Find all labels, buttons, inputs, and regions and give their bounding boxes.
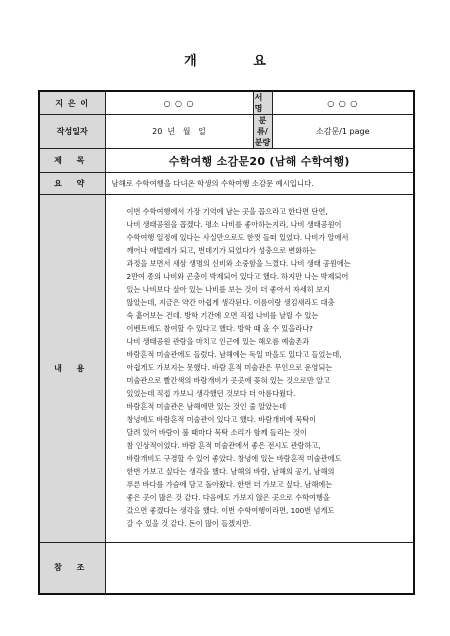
reference-label: 참 조 bbox=[39, 543, 105, 594]
content-line: 나비 생태공원 관람을 마치고 인근에 있는 해오름 예술촌과 bbox=[126, 337, 310, 346]
content-line: 갔으면 좋겠다는 생각을 했다. 이번 수학여행이라면, 100번 넘게도 bbox=[126, 506, 335, 515]
content-line: 과정을 보면서 새삼 생명의 신비와 소중함을 느꼈다. 나비 생태 공원에는 bbox=[126, 259, 351, 268]
date-value: 20 년 월 일 bbox=[105, 115, 253, 149]
page-title: 개 요 bbox=[184, 54, 292, 69]
summary-label: 요 약 bbox=[39, 173, 105, 195]
author-value: ○ ○ ○ bbox=[105, 91, 253, 115]
content-line: 한번 가보고 싶다는 생각을 했다. 남해의 바람, 남해의 공기, 남해의 bbox=[126, 467, 335, 476]
content-line: 갈 수 있을 것 같다. 돈이 많이 들겠지만. bbox=[126, 519, 252, 528]
content-line: 바람흔적 미술관에도 들렀다. 남해에는 독일 마을도 있다고 들었는데, bbox=[126, 350, 342, 359]
content-line: 좋은 곳이 많은 것 같다. 다음에도 가보지 않은 곳으로 수학여행을 bbox=[126, 493, 330, 502]
content-line: 참 인상적이었다. 바람 흔적 미술관에서 좋은 전시도 관람하고, bbox=[126, 441, 321, 450]
signature-label: 서 명 bbox=[254, 93, 271, 113]
signature-value: ○ ○ ○ bbox=[272, 91, 414, 115]
content-line: 푸른 바다를 가슴에 담고 돌아왔다. 한번 더 가보고 싶다. 남해에는 bbox=[126, 480, 333, 489]
summary-value: 남해로 수학여행을 다녀온 학생의 수학여행 소감문 예시입니다. bbox=[105, 173, 414, 195]
content-line: 이벤트에도 참여할 수 있다고 했다. 방학 때 올 수 있을라나? bbox=[126, 324, 313, 333]
content-line: 미술관으로 빨간색의 바람개비가 곳곳에 꽂혀 있는 것으로만 알고 bbox=[126, 376, 330, 385]
content-line: 바람개비도 구경할 수 있어 좋았다. 창녕에 있는 바람흔적 미술관에도 bbox=[126, 454, 342, 463]
category-label: 분류/분량 bbox=[254, 116, 271, 147]
content-body bbox=[105, 195, 414, 543]
content-line: 숙 흝어보는 건데. 방학 기간에 오면 직접 나비를 날릴 수 있는 bbox=[126, 311, 319, 320]
content-line: 2만여 종의 나비와 곤충이 박제되어 있다고 했다. 하지만 나는 박제되어 bbox=[126, 272, 349, 281]
reference-value bbox=[105, 543, 414, 594]
content-line: 이번 수학여행에서 가장 기억에 남는 곳을 꼽으라고 한다면 단연, bbox=[126, 207, 328, 216]
content-line: 수학여행 일정에 있다는 사실만으로도 한껏 들떠 있었다. 나비가 알에서 bbox=[126, 233, 349, 242]
subject-label: 제 목 bbox=[39, 149, 105, 173]
content-line: 바람흔적 미술관은 남해에만 있는 것인 줄 알았는데 bbox=[126, 402, 287, 411]
content-label: 내 용 bbox=[39, 195, 105, 543]
content-line: 있었는데 직접 가보니 생각했던 것보다 더 아름다웠다. bbox=[126, 389, 296, 398]
subject-value: 수학여행 소감문20 (남해 수학여행) bbox=[105, 149, 414, 173]
content-line: 아쉽게도 가보지는 못했다. 바람 흔적 미술관은 무인으로 운영되는 bbox=[126, 363, 333, 372]
content-line: 나비 생태공원을 꼽겠다. 평소 나비를 좋아하는지라, 나비 생태공원이 bbox=[126, 220, 342, 229]
category-value: 소감문/1 page bbox=[272, 115, 414, 149]
content-line: 깨어나 애벌레가 되고, 번데기가 되었다가 성충으로 변화하는 bbox=[126, 246, 317, 255]
author-label: 지 은 이 bbox=[39, 91, 105, 115]
overview-form bbox=[38, 90, 415, 595]
content-line: 않았는데, 지금은 약간 아쉽게 생각된다. 이름이랑 생김새라도 대충 bbox=[126, 298, 335, 307]
content-line: 달려 있어 바람이 불 때마다 묵탁 소리가 함께 들리는 것이 bbox=[126, 428, 307, 437]
content-line: 있는 나비보다 살아 있는 나비를 보는 것이 더 좋아서 자세히 보지 bbox=[126, 285, 330, 294]
date-label: 작성일자 bbox=[39, 115, 105, 149]
content-line: 창녕에도 바람흔적 미술관이 있다고 했다. 바람개비에 묵탁이 bbox=[126, 415, 317, 424]
